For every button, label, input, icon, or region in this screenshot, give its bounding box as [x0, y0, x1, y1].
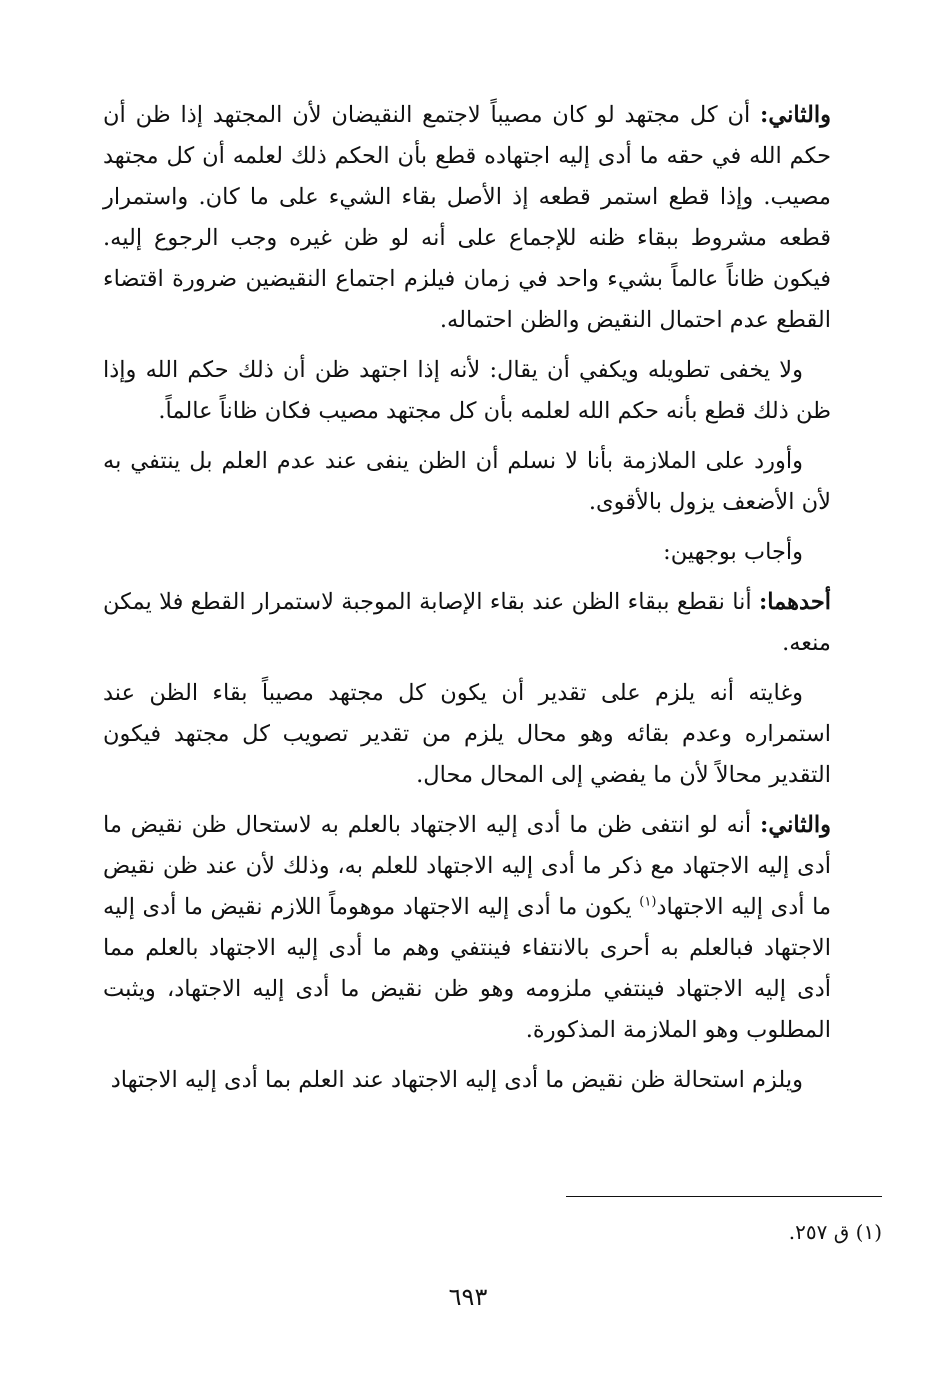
paragraph-4: [103, 532, 831, 573]
paragraph-6: [103, 673, 831, 796]
footnote: (١) ق ٢٥٧.: [788, 1220, 882, 1244]
paragraph-1: [103, 95, 831, 341]
paragraph-text-continued: يكون ما أدى إليه الاجتهاد موهوماً اللازم نقيض ما أدى إليه الاجتهاد فبالعلم به أحرى بالانتفاء فينتفي وهم ما أدى إليه الاجتهاد بالعلم مما أدى إليه الاجتهاد فينتفي ملزومه وهو ظن نقيض ما أدى إليه الاجتهاد، ويثبت المطلوب وهو الملازمة المذكورة.: [103, 894, 831, 1043]
paragraph-3: [103, 441, 831, 523]
page-number: ٦٩٣: [448, 1283, 488, 1311]
paragraph-text: ويلزم استحالة ظن نقيض ما أدى إليه الاجتهاد عند العلم بما أدى إليه الاجتهاد: [110, 1067, 803, 1093]
lead-word: والثاني:: [760, 102, 831, 128]
lead-word: أحدهما:: [758, 589, 831, 615]
paragraph-text: وغايته أنه يلزم على تقدير أن يكون كل مجتهد مصيباً بقاء الظن عند استمراره وعدم بقائه وهو محال يلزم من تقدير تصويب كل مجتهد فيكون التقدير محالاً لأن ما يفضي إلى المحال محال.: [103, 680, 831, 788]
paragraph-text: أنا نقطع ببقاء الظن عند بقاء الإصابة الموجبة لاستمرار القطع فلا يمكن منعه.: [103, 589, 831, 656]
lead-word: والثاني:: [760, 812, 831, 838]
main-text: [103, 95, 831, 1110]
paragraph-text: وأورد على الملازمة بأنا لا نسلم أن الظن ينفى عند عدم العلم بل ينتفي به لأن الأضعف يزول بالأقوى.: [103, 448, 831, 515]
paragraph-5: [103, 582, 831, 664]
paragraph-text: أن كل مجتهد لو كان مصيباً لاجتمع النقيضان لأن المجتهد إذا ظن أن حكم الله في حقه ما أدى إليه اجتهاده قطع بأن الحكم ذلك لعلمه أن كل مجتهد مصيب. وإذا قطع استمر قطعه إذ الأصل بقاء الشيء على ما كان. واستمرار قطعه مشروط ببقاء ظنه للإجماع على أنه لو ظن غيره وجب الرجوع إليه. فيكون ظاناً عالماً بشيء واحد في زمان فيلزم اجتماع النقيضين ضرورة اقتضاء القطع عدم احتمال النقيض والظن احتماله.: [103, 102, 831, 333]
paragraph-text: أنه لو انتفى ظن ما أدى إليه الاجتهاد بالعلم به لاستحال ظن نقيض ما أدى إليه الاجتهاد مع ذكر ما أدى إليه الاجتهاد للعلم به، وذلك لأن عند ظن نقيض ما أدى إليه الاجتهاد: [103, 812, 831, 920]
footnote-separator: [566, 1196, 882, 1197]
paragraph-8: [103, 1060, 831, 1101]
paragraph-text: ولا يخفى تطويله ويكفي أن يقال: لأنه إذا اجتهد ظن أن ذلك حكم الله وإذا ظن ذلك قطع بأنه حكم الله لعلمه بأن كل مجتهد مصيب فكان ظاناً عالماً.: [103, 357, 831, 424]
paragraph-2: [103, 350, 831, 432]
footnote-reference: (١): [639, 894, 657, 910]
paragraph-7: [103, 805, 831, 1051]
paragraph-text: وأجاب بوجهين:: [663, 539, 803, 565]
